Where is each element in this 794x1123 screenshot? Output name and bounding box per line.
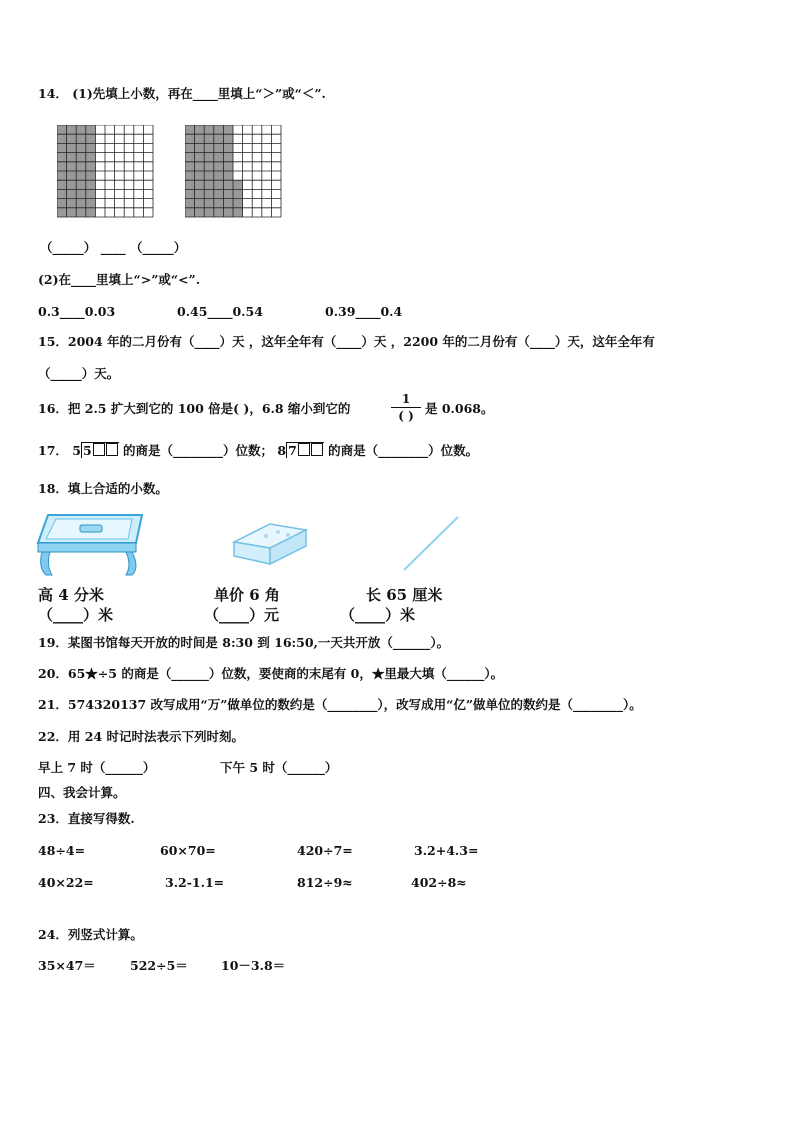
q24-item-1: 35×47＝ bbox=[38, 958, 96, 973]
q23-r2-c2: 3.2-1.1= bbox=[165, 875, 225, 890]
q18-answer-1: （____）米 bbox=[38, 606, 114, 624]
compare-3: 0.39____0.4 bbox=[325, 304, 403, 319]
q23-r1-c4: 3.2+4.3= bbox=[414, 843, 479, 858]
compare-1: 0.3____0.03 bbox=[38, 304, 116, 319]
q19: 19．某图书馆每天开放的时间是 8:30 到 16:50,一天共开放（______）。 bbox=[38, 635, 450, 650]
q18-answer-3: （____）米 bbox=[340, 606, 416, 624]
q23-r2-c1: 40×22= bbox=[38, 875, 94, 890]
q17-num: 17． bbox=[38, 443, 68, 458]
q23-r1-c3: 420÷7= bbox=[297, 843, 353, 858]
q23-title: 23．直接写得数. bbox=[38, 811, 135, 826]
q24-item-3: 10－3.8＝ bbox=[221, 958, 286, 973]
q17-mid1: 的商是（________）位数； bbox=[123, 443, 274, 458]
q18-answer-2: （____）元 bbox=[204, 606, 280, 624]
table-image bbox=[36, 513, 146, 579]
q23-r2-c4: 402÷8≈ bbox=[411, 875, 467, 890]
q17-mid2: 的商是（________）位数。 bbox=[328, 443, 479, 458]
q15-line2: （_____）天。 bbox=[38, 366, 120, 381]
q16-frac-den: ( ) bbox=[398, 409, 414, 423]
division-1: 5 5 bbox=[72, 442, 118, 458]
q16-frac-num: 1 bbox=[401, 392, 411, 406]
q24-title: 24．列竖式计算。 bbox=[38, 927, 143, 942]
q16-fraction bbox=[391, 392, 421, 423]
q18-label-1: 高 4 分米 bbox=[38, 586, 104, 604]
grid-1 bbox=[57, 125, 154, 218]
q22-item-2: 下午 5 时（______） bbox=[220, 760, 338, 775]
q22-title: 22．用 24 时记时法表示下列时刻。 bbox=[38, 729, 244, 744]
q20: 20．65★÷5 的商是（______）位数，要使商的末尾有 0，★里最大填（______）。 bbox=[38, 666, 504, 681]
q18-label-2: 单价 6 角 bbox=[214, 586, 280, 604]
q24-item-2: 522÷5＝ bbox=[130, 958, 188, 973]
q14-line1: 14． (1)先填上小数，再在____里填上“＞”或“＜”. bbox=[38, 86, 326, 101]
q16-after: 是 0.068。 bbox=[425, 401, 494, 416]
q16-before: 16．把 2.5 扩大到它的 100 倍是( )，6.8 缩小到它的 bbox=[38, 401, 351, 416]
section-4-heading: 四、我会计算。 bbox=[38, 785, 126, 800]
q15-line1: 15．2004 年的二月份有（____）天 ，这年全年有（____）天 ，2200 年的二月份有（____）天，这年全年有 bbox=[38, 334, 655, 349]
q18-label-3: 长 65 厘米 bbox=[366, 586, 443, 604]
division-2: 8 7 bbox=[277, 442, 323, 458]
grid-2 bbox=[185, 125, 282, 218]
q23-r2-c3: 812÷9≈ bbox=[297, 875, 353, 890]
eraser-image bbox=[230, 520, 310, 568]
q14-line2: (2)在____里填上“>”或“<”. bbox=[38, 272, 201, 287]
q23-r1-c1: 48÷4= bbox=[38, 843, 86, 858]
stick-image bbox=[400, 515, 462, 573]
q21: 21．574320137 改写成用“万”做单位的数约是（________），改写成用“亿”做单位的数约是（________）。 bbox=[38, 697, 642, 712]
q23-r1-c2: 60×70= bbox=[160, 843, 216, 858]
q22-item-1: 早上 7 时（______） bbox=[38, 760, 156, 775]
q18-title: 18．填上合适的小数。 bbox=[38, 481, 168, 496]
compare-2: 0.45____0.54 bbox=[177, 304, 263, 319]
q17-line bbox=[38, 443, 478, 459]
q14-answer-row: （_____） ____ （_____） bbox=[40, 240, 187, 255]
